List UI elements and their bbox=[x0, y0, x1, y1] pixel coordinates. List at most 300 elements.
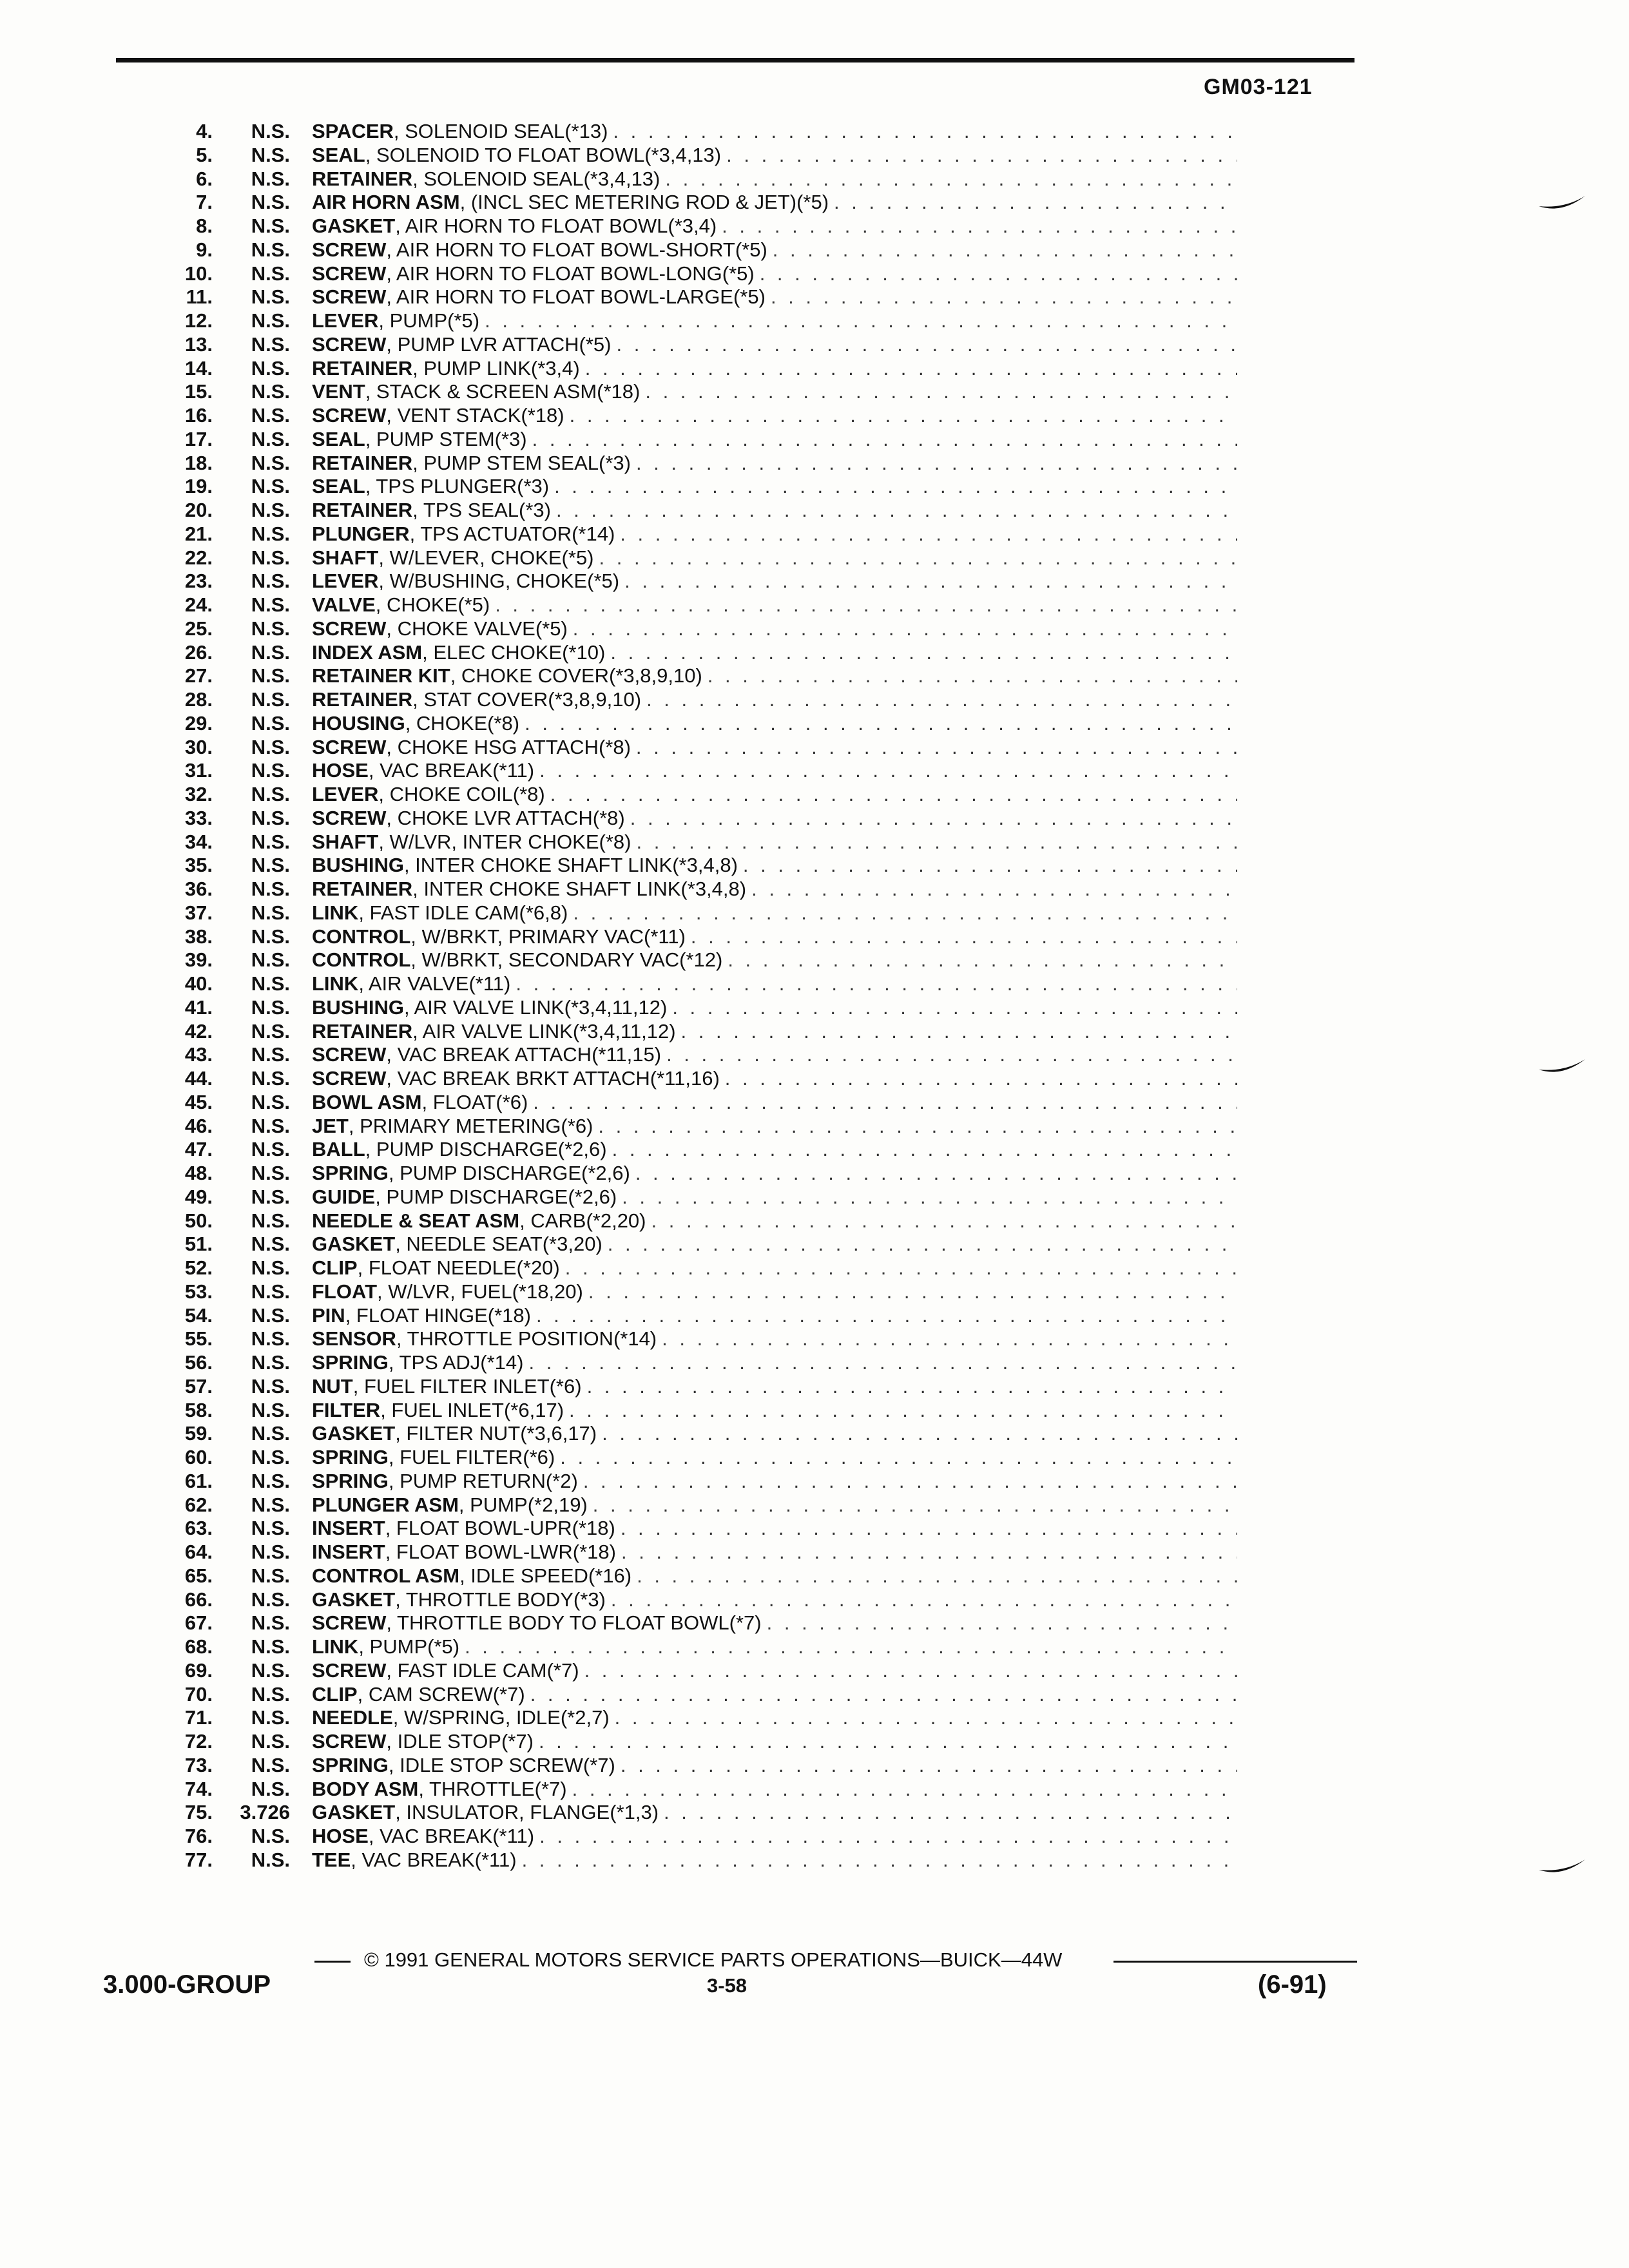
part-description bbox=[312, 499, 551, 523]
parts-list-row bbox=[142, 1115, 1237, 1139]
part-description bbox=[312, 546, 594, 570]
part-name: INDEX ASM bbox=[312, 640, 423, 664]
part-description bbox=[312, 1754, 615, 1778]
part-description bbox=[312, 1327, 657, 1351]
part-detail: , AIR HORN TO FLOAT BOWL-LARGE(*5) bbox=[386, 285, 766, 309]
part-description bbox=[312, 1730, 534, 1754]
part-number: N.S. bbox=[251, 499, 290, 521]
part-name: HOUSING bbox=[312, 711, 405, 735]
dot-leader bbox=[585, 357, 1237, 381]
parts-list-row bbox=[142, 1256, 1237, 1280]
parts-list-row bbox=[142, 452, 1237, 476]
item-number: 28. bbox=[184, 688, 213, 711]
part-detail: , AIR HORN TO FLOAT BOWL-SHORT(*5) bbox=[386, 238, 767, 261]
item-number: 46. bbox=[184, 1114, 213, 1137]
item-number: 45. bbox=[184, 1090, 213, 1113]
part-description bbox=[312, 262, 755, 286]
part-number: N.S. bbox=[251, 475, 290, 498]
part-name: VENT bbox=[312, 380, 365, 403]
part-description bbox=[312, 570, 619, 593]
part-description bbox=[312, 878, 746, 901]
parts-list-row bbox=[142, 617, 1237, 641]
dot-leader bbox=[608, 1233, 1237, 1256]
parts-list-row bbox=[142, 1043, 1237, 1067]
part-name: BUSHING bbox=[312, 995, 404, 1019]
part-detail: , INSULATOR, FLANGE(*1,3) bbox=[395, 1801, 659, 1824]
part-detail: , STACK & SCREEN ASM(*18) bbox=[365, 380, 641, 403]
parts-list-row bbox=[142, 736, 1237, 760]
parts-list-row bbox=[142, 759, 1237, 783]
dot-leader bbox=[666, 1043, 1237, 1067]
dot-leader bbox=[550, 783, 1237, 807]
parts-list-row bbox=[142, 878, 1237, 901]
dot-leader bbox=[612, 1138, 1237, 1162]
part-detail: , THROTTLE POSITION(*14) bbox=[396, 1327, 657, 1350]
part-number: N.S. bbox=[251, 356, 290, 380]
part-number: N.S. bbox=[251, 1303, 290, 1327]
part-number: N.S. bbox=[251, 664, 290, 687]
part-description bbox=[312, 617, 568, 641]
parts-list-row bbox=[142, 1020, 1237, 1044]
part-description bbox=[312, 759, 534, 783]
parts-list-row bbox=[142, 1186, 1237, 1209]
part-number: N.S. bbox=[251, 783, 290, 805]
parts-list-row bbox=[142, 1730, 1237, 1754]
item-number: 20. bbox=[184, 499, 213, 521]
parts-list-row bbox=[142, 1067, 1237, 1091]
dot-leader bbox=[621, 1517, 1237, 1541]
part-number: N.S. bbox=[251, 143, 290, 166]
item-number: 71. bbox=[184, 1706, 213, 1729]
parts-list-row bbox=[142, 807, 1237, 831]
item-number: 38. bbox=[184, 925, 213, 948]
part-description bbox=[312, 523, 615, 546]
part-description bbox=[312, 1825, 534, 1849]
part-detail: , FAST IDLE CAM(*7) bbox=[386, 1658, 579, 1682]
parts-list-row bbox=[142, 1375, 1237, 1399]
part-description bbox=[312, 144, 721, 168]
part-detail: , CHOKE HSG ATTACH(*8) bbox=[386, 735, 631, 758]
part-detail: , TPS ACTUATOR(*14) bbox=[409, 522, 615, 545]
part-detail: , FUEL FILTER INLET(*6) bbox=[352, 1374, 582, 1398]
dot-leader bbox=[598, 1115, 1237, 1139]
dot-leader bbox=[681, 1020, 1237, 1044]
part-number: N.S. bbox=[251, 1114, 290, 1137]
part-name: SPRING bbox=[312, 1753, 389, 1776]
part-detail: , FUEL INLET(*6,17) bbox=[380, 1398, 564, 1421]
parts-list-row bbox=[142, 593, 1237, 617]
parts-list-row bbox=[142, 1778, 1237, 1802]
item-number: 69. bbox=[184, 1658, 213, 1682]
part-number: N.S. bbox=[251, 285, 290, 309]
part-name: TEE bbox=[312, 1848, 351, 1871]
part-detail: , PUMP RETURN(*2) bbox=[388, 1469, 578, 1492]
part-name: LINK bbox=[312, 1635, 359, 1658]
dot-leader bbox=[593, 1494, 1237, 1517]
dot-leader bbox=[645, 380, 1237, 404]
part-name: INSERT bbox=[312, 1517, 385, 1540]
dot-leader bbox=[728, 948, 1237, 972]
item-number: 14. bbox=[184, 356, 213, 380]
item-number: 63. bbox=[184, 1517, 213, 1540]
parts-list-row bbox=[142, 285, 1237, 309]
part-detail: , PUMP DISCHARGE(*2,6) bbox=[388, 1162, 630, 1184]
part-description bbox=[312, 1517, 615, 1541]
part-number: N.S. bbox=[251, 1517, 290, 1540]
part-name: RETAINER bbox=[312, 688, 413, 711]
part-number: N.S. bbox=[251, 167, 290, 190]
dot-leader bbox=[672, 996, 1237, 1020]
parts-list bbox=[142, 120, 1237, 1872]
parts-list-row bbox=[142, 1351, 1237, 1375]
item-number: 66. bbox=[184, 1588, 213, 1611]
dot-leader bbox=[636, 831, 1237, 854]
part-number: N.S. bbox=[251, 1825, 290, 1847]
dot-leader bbox=[834, 191, 1237, 215]
dot-leader bbox=[620, 523, 1237, 546]
item-number: 49. bbox=[184, 1185, 213, 1208]
item-number: 70. bbox=[184, 1682, 213, 1706]
parts-list-row bbox=[142, 333, 1237, 357]
parts-list-row bbox=[142, 712, 1237, 736]
item-number: 67. bbox=[184, 1611, 213, 1635]
part-number: N.S. bbox=[251, 925, 290, 948]
parts-list-row bbox=[142, 664, 1237, 688]
part-number: N.S. bbox=[251, 995, 290, 1019]
part-name: SPRING bbox=[312, 1162, 389, 1184]
dot-leader bbox=[533, 1091, 1237, 1115]
part-name: CLIP bbox=[312, 1682, 358, 1706]
item-number: 55. bbox=[184, 1327, 213, 1350]
part-number: N.S. bbox=[251, 1493, 290, 1516]
part-name: RETAINER bbox=[312, 167, 413, 190]
part-detail: , FUEL FILTER(*6) bbox=[388, 1446, 555, 1468]
item-number: 72. bbox=[184, 1730, 213, 1753]
dot-leader bbox=[621, 1541, 1237, 1564]
part-detail: , W/SPRING, IDLE(*2,7) bbox=[392, 1706, 610, 1729]
dot-leader bbox=[495, 593, 1237, 617]
dot-leader bbox=[722, 215, 1237, 238]
item-number: 16. bbox=[184, 404, 213, 427]
dot-leader bbox=[613, 120, 1237, 144]
part-detail: , VAC BREAK(*11) bbox=[351, 1848, 517, 1871]
part-name: SCREW bbox=[312, 1611, 387, 1635]
item-number: 76. bbox=[184, 1825, 213, 1847]
part-description bbox=[312, 1351, 523, 1375]
parts-list-row bbox=[142, 854, 1237, 878]
dot-leader bbox=[588, 1280, 1237, 1304]
item-number: 60. bbox=[184, 1446, 213, 1468]
dot-leader bbox=[624, 570, 1237, 593]
part-name: HOSE bbox=[312, 1825, 369, 1847]
part-name: SHAFT bbox=[312, 546, 379, 569]
part-description bbox=[312, 333, 612, 357]
parts-list-row bbox=[142, 783, 1237, 807]
part-name: RETAINER KIT bbox=[312, 664, 450, 687]
parts-list-row bbox=[142, 404, 1237, 428]
part-name: GASKET bbox=[312, 215, 396, 237]
dot-leader bbox=[565, 1256, 1237, 1280]
item-number: 51. bbox=[184, 1233, 213, 1256]
item-number: 13. bbox=[184, 332, 213, 356]
binder-mark-icon bbox=[1536, 1856, 1588, 1881]
dot-leader bbox=[587, 1375, 1237, 1399]
item-number: 6. bbox=[196, 167, 213, 190]
part-name: SCREW bbox=[312, 404, 387, 427]
parts-list-row bbox=[142, 1422, 1237, 1446]
part-description bbox=[312, 1778, 567, 1802]
part-description bbox=[312, 168, 660, 191]
part-detail: , W/BRKT, SECONDARY VAC(*12) bbox=[410, 948, 723, 972]
part-name: SEAL bbox=[312, 475, 365, 498]
part-detail: , FLOAT BOWL-UPR(*18) bbox=[385, 1517, 615, 1540]
part-description bbox=[312, 1280, 583, 1304]
part-number: N.S. bbox=[251, 972, 290, 995]
part-number: N.S. bbox=[251, 1233, 290, 1256]
item-number: 59. bbox=[184, 1422, 213, 1445]
part-number: N.S. bbox=[251, 1682, 290, 1706]
part-description bbox=[312, 1635, 459, 1659]
part-detail: , PUMP DISCHARGE(*2,6) bbox=[375, 1185, 617, 1208]
dot-leader bbox=[599, 546, 1237, 570]
footer-group: 3.000-GROUP bbox=[103, 1970, 271, 1999]
part-description bbox=[312, 1186, 617, 1209]
parts-list-row bbox=[142, 1754, 1237, 1778]
part-name: GASKET bbox=[312, 1422, 396, 1445]
parts-list-row bbox=[142, 262, 1237, 286]
part-number: N.S. bbox=[251, 427, 290, 450]
item-number: 41. bbox=[184, 995, 213, 1019]
part-detail: , VAC BREAK BRKT ATTACH(*11,16) bbox=[386, 1067, 720, 1090]
dot-leader bbox=[536, 1304, 1237, 1328]
item-number: 43. bbox=[184, 1043, 213, 1066]
parts-list-row bbox=[142, 357, 1237, 381]
part-detail: , PUMP DISCHARGE(*2,6) bbox=[365, 1138, 607, 1161]
parts-list-row bbox=[142, 546, 1237, 570]
item-number: 52. bbox=[184, 1256, 213, 1279]
part-description bbox=[312, 901, 568, 925]
dot-leader bbox=[751, 878, 1237, 901]
part-description bbox=[312, 641, 605, 665]
part-description bbox=[312, 475, 549, 499]
part-number: N.S. bbox=[251, 854, 290, 877]
part-detail: , (INCL SEC METERING ROD & JET)(*5) bbox=[459, 191, 829, 214]
part-detail: , CHOKE COVER(*3,8,9,10) bbox=[450, 664, 702, 687]
part-detail: , SOLENOID SEAL(*3,4,13) bbox=[412, 167, 660, 190]
parts-list-row bbox=[142, 1825, 1237, 1849]
part-description bbox=[312, 1115, 593, 1139]
dot-leader bbox=[572, 1778, 1237, 1802]
part-name: CLIP bbox=[312, 1256, 358, 1279]
parts-list-row bbox=[142, 238, 1237, 262]
dot-leader bbox=[570, 404, 1237, 428]
part-number: N.S. bbox=[251, 238, 290, 261]
parts-list-row bbox=[142, 1588, 1237, 1612]
part-description bbox=[312, 688, 641, 712]
part-name: SPRING bbox=[312, 1351, 389, 1374]
part-number: N.S. bbox=[251, 901, 290, 924]
dot-leader bbox=[664, 1801, 1237, 1825]
part-description bbox=[312, 831, 631, 854]
part-description bbox=[312, 1399, 564, 1423]
dot-leader bbox=[760, 262, 1237, 286]
dot-leader bbox=[583, 1470, 1237, 1494]
parts-list-row bbox=[142, 831, 1237, 854]
dot-leader bbox=[767, 1611, 1237, 1635]
parts-list-row bbox=[142, 1517, 1237, 1541]
part-detail: , AIR VALVE(*11) bbox=[358, 972, 511, 995]
item-number: 68. bbox=[184, 1635, 213, 1658]
part-number: N.S. bbox=[251, 1398, 290, 1421]
part-number: N.S. bbox=[251, 806, 290, 829]
part-description bbox=[312, 1588, 606, 1612]
part-description bbox=[312, 1304, 531, 1328]
part-description bbox=[312, 1541, 616, 1564]
parts-list-row bbox=[142, 688, 1237, 712]
part-number: N.S. bbox=[251, 593, 290, 616]
part-name: SCREW bbox=[312, 285, 387, 309]
part-name: AIR HORN ASM bbox=[312, 191, 460, 214]
part-description bbox=[312, 191, 829, 215]
part-number: N.S. bbox=[251, 1777, 290, 1800]
parts-list-row bbox=[142, 215, 1237, 238]
part-description bbox=[312, 1706, 610, 1730]
part-detail: , PUMP STEM(*3) bbox=[365, 427, 527, 450]
item-number: 33. bbox=[184, 806, 213, 829]
parts-list-row bbox=[142, 1162, 1237, 1186]
part-name: FLOAT bbox=[312, 1280, 378, 1303]
part-name: SCREW bbox=[312, 1067, 387, 1090]
dot-leader bbox=[636, 452, 1237, 476]
parts-list-row bbox=[142, 1138, 1237, 1162]
part-name: BODY ASM bbox=[312, 1777, 419, 1800]
part-detail: , PUMP LINK(*3,4) bbox=[412, 356, 580, 380]
top-rule bbox=[116, 58, 1354, 62]
dot-leader bbox=[635, 1162, 1237, 1186]
item-number: 25. bbox=[184, 617, 213, 640]
part-description bbox=[312, 357, 580, 381]
parts-list-row bbox=[142, 1233, 1237, 1256]
part-number: N.S. bbox=[251, 1043, 290, 1066]
dot-leader bbox=[530, 1683, 1237, 1707]
item-number: 17. bbox=[184, 427, 213, 450]
part-number: N.S. bbox=[251, 332, 290, 356]
dot-leader bbox=[528, 1351, 1237, 1375]
part-name: SCREW bbox=[312, 332, 387, 356]
part-number: N.S. bbox=[251, 191, 290, 214]
item-number: 15. bbox=[184, 380, 213, 403]
item-number: 12. bbox=[184, 309, 213, 332]
part-description bbox=[312, 1067, 720, 1091]
part-name: SCREW bbox=[312, 262, 387, 285]
item-number: 8. bbox=[196, 215, 213, 237]
part-description bbox=[312, 664, 702, 688]
part-number: N.S. bbox=[251, 1564, 290, 1587]
part-description bbox=[312, 807, 625, 831]
part-number: N.S. bbox=[251, 1256, 290, 1279]
parts-list-row bbox=[142, 1564, 1237, 1588]
dot-leader bbox=[532, 428, 1237, 452]
part-detail: , NEEDLE SEAT(*3,20) bbox=[395, 1233, 602, 1256]
dot-leader bbox=[610, 641, 1237, 665]
part-number: N.S. bbox=[251, 262, 290, 285]
part-description bbox=[312, 1446, 555, 1470]
dot-leader bbox=[465, 1635, 1237, 1659]
part-description bbox=[312, 1138, 607, 1162]
parts-list-row bbox=[142, 380, 1237, 404]
parts-list-row bbox=[142, 1611, 1237, 1635]
part-name: PLUNGER ASM bbox=[312, 1493, 459, 1516]
part-number: N.S. bbox=[251, 617, 290, 640]
part-name: BUSHING bbox=[312, 854, 404, 877]
dot-leader bbox=[602, 1422, 1237, 1446]
part-description bbox=[312, 380, 640, 404]
part-number: N.S. bbox=[251, 948, 290, 972]
item-number: 30. bbox=[184, 735, 213, 758]
item-number: 34. bbox=[184, 830, 213, 853]
parts-list-row bbox=[142, 1209, 1237, 1233]
dot-leader bbox=[615, 1706, 1237, 1730]
part-number: N.S. bbox=[251, 1351, 290, 1374]
parts-list-row bbox=[142, 1541, 1237, 1564]
binder-mark-icon bbox=[1536, 192, 1588, 218]
part-description bbox=[312, 1375, 582, 1399]
item-number: 5. bbox=[196, 143, 213, 166]
part-detail: , THROTTLE(*7) bbox=[418, 1777, 567, 1800]
dot-leader bbox=[662, 1327, 1237, 1351]
part-detail: , IDLE STOP SCREW(*7) bbox=[388, 1753, 615, 1776]
part-name: SPRING bbox=[312, 1446, 389, 1468]
parts-list-row bbox=[142, 1659, 1237, 1683]
part-number: N.S. bbox=[251, 570, 290, 593]
dot-leader bbox=[621, 1754, 1237, 1778]
part-detail: , W/BRKT, PRIMARY VAC(*11) bbox=[410, 925, 686, 948]
part-detail: , W/LVR, FUEL(*18,20) bbox=[377, 1280, 583, 1303]
part-description bbox=[312, 428, 527, 452]
part-description bbox=[312, 1564, 631, 1588]
footer-copyright: © 1991 GENERAL MOTORS SERVICE PARTS OPERATIONS—BUICK—44W bbox=[364, 1948, 1063, 1971]
item-number: 21. bbox=[184, 522, 213, 545]
dot-leader bbox=[651, 1209, 1238, 1233]
item-number: 56. bbox=[184, 1351, 213, 1374]
part-number: N.S. bbox=[251, 1635, 290, 1658]
item-number: 74. bbox=[184, 1777, 213, 1800]
parts-list-row bbox=[142, 475, 1237, 499]
part-number: N.S. bbox=[251, 522, 290, 545]
part-detail: , FILTER NUT(*3,6,17) bbox=[395, 1422, 597, 1445]
dot-leader bbox=[525, 712, 1237, 736]
parts-list-row bbox=[142, 1635, 1237, 1659]
part-detail: , TPS ADJ(*14) bbox=[388, 1351, 524, 1374]
item-number: 9. bbox=[196, 238, 213, 261]
part-detail: , CHOKE LVR ATTACH(*8) bbox=[386, 806, 625, 829]
part-name: SENSOR bbox=[312, 1327, 396, 1350]
parts-list-row bbox=[142, 570, 1237, 593]
part-number: N.S. bbox=[251, 735, 290, 758]
part-name: RETAINER bbox=[312, 499, 413, 521]
part-description bbox=[312, 1801, 659, 1825]
part-description bbox=[312, 1233, 602, 1256]
part-description bbox=[312, 593, 490, 617]
dot-leader bbox=[665, 168, 1237, 191]
part-number: N.S. bbox=[251, 1588, 290, 1611]
parts-list-row bbox=[142, 925, 1237, 949]
part-description bbox=[312, 1659, 579, 1683]
dot-leader bbox=[636, 736, 1237, 760]
dot-leader bbox=[773, 238, 1237, 262]
part-name: CONTROL ASM bbox=[312, 1564, 460, 1587]
part-detail: , VAC BREAK(*11) bbox=[368, 759, 535, 782]
